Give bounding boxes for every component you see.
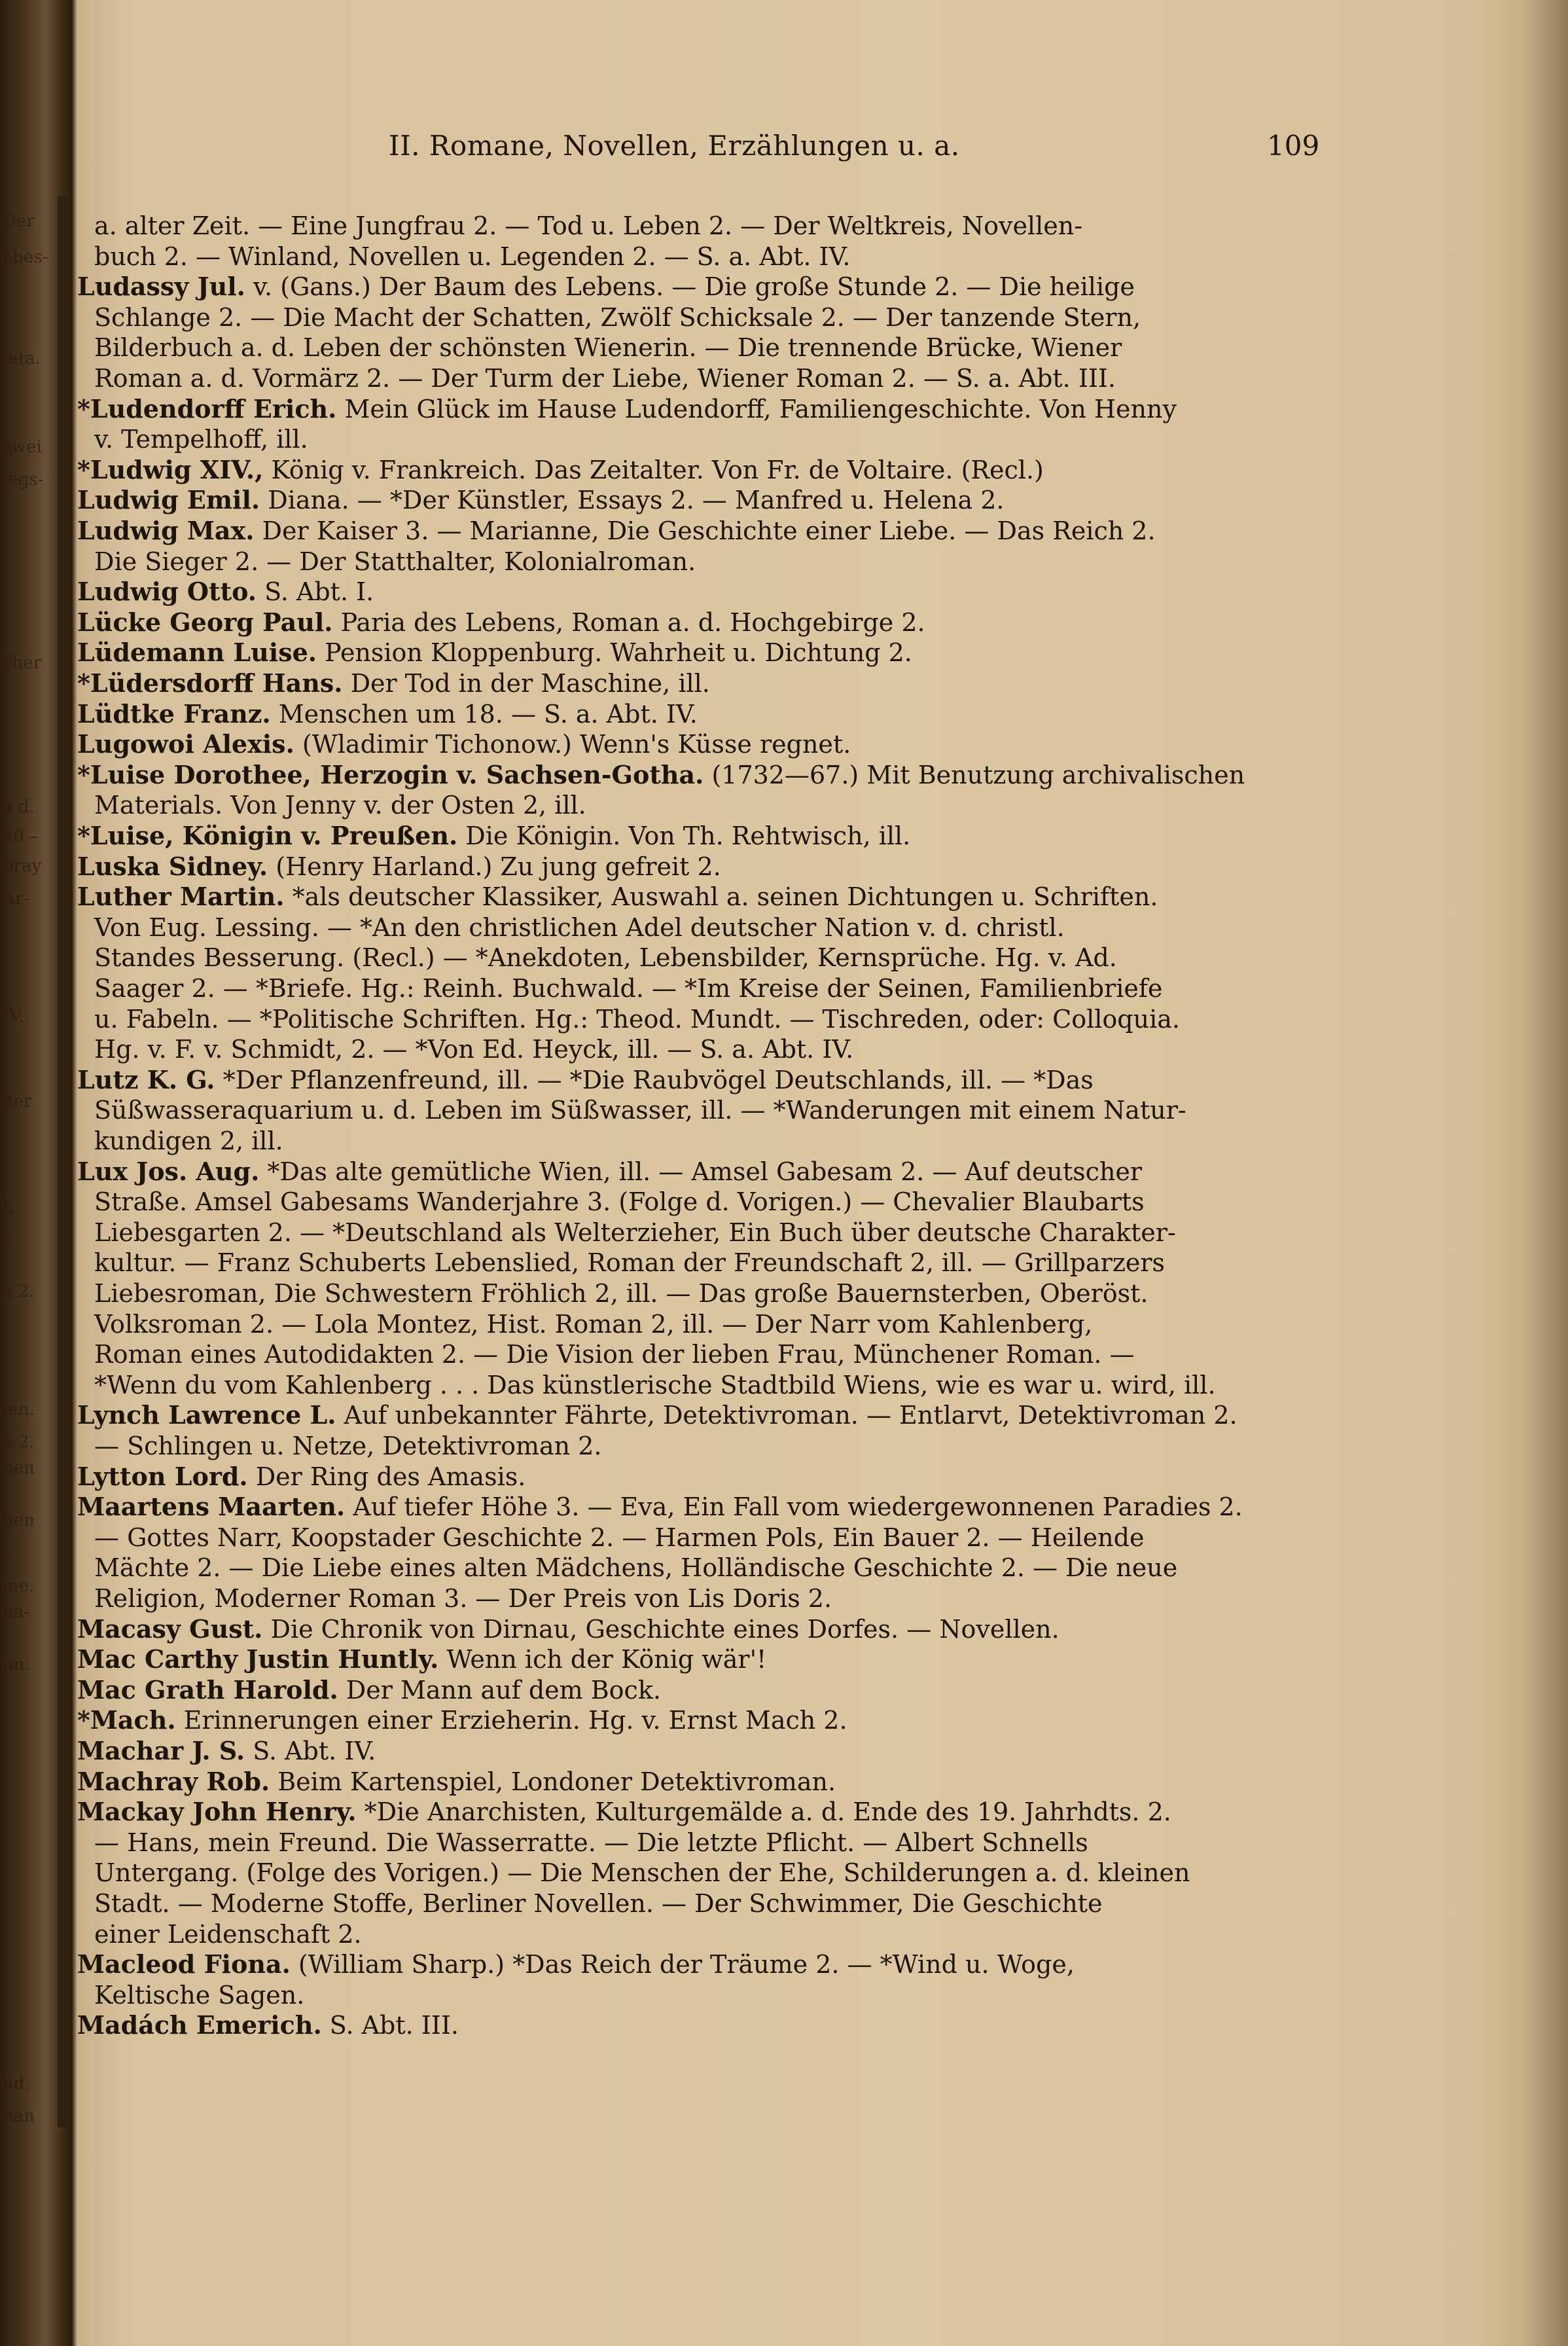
entry-line-author [77, 1462, 526, 1492]
entry-text: Mächte 2. — Die Liebe eines alten Mädchens, Holländische Geschichte 2. — Die neue [94, 1553, 1178, 1582]
entry-line-author [77, 607, 925, 638]
entry-text: Beim Kartenspiel, Londoner Detektivroman. [270, 1767, 836, 1796]
previous-page-fragment: a 2. [3, 1282, 35, 1301]
entry-text: kultur. — Franz Schuberts Lebenslied, Roman der Freundschaft 2, ill. — Grillparzers [94, 1248, 1166, 1277]
entry-text: einer Leidenschaft 2. [94, 1920, 362, 1949]
entry-text: Keltische Sagen. [94, 1981, 305, 2010]
entry-text: — Gottes Narr, Koopstader Geschichte 2. — Harmen Pols, Ein Bauer 2. — Heilende [94, 1523, 1145, 1552]
entry-line-author [77, 2010, 459, 2040]
author-name: Ludwig Max. [77, 516, 255, 545]
entry-text: buch 2. — Winland, Novellen u. Legenden 2. — S. a. Abt. IV. [94, 242, 851, 271]
author-name: Lüdtke Franz. [77, 699, 271, 729]
entry-line-continuation [94, 1828, 1088, 1858]
previous-page-fragment: ien. [3, 1399, 35, 1419]
entry-line-continuation [94, 1583, 832, 1614]
author-name: Luther Martin. [77, 882, 285, 911]
entry-text: Religion, Moderner Roman 3. — Der Preis von Lis Doris 2. [94, 1584, 832, 1613]
entry-line-continuation [94, 1248, 1165, 1278]
entry-line-continuation [94, 912, 1065, 943]
entry-line-author [77, 1705, 847, 1735]
previous-page-fragment: – [3, 1229, 11, 1249]
author-name: Machar J. S. [77, 1736, 245, 1765]
running-title: II. Romane, Novellen, Erzählungen u. a. [389, 130, 960, 162]
entry-line-continuation [94, 1004, 1180, 1034]
entry-line-author [77, 577, 374, 607]
entry-line-continuation [94, 211, 1082, 241]
entry-line-continuation [94, 424, 308, 454]
author-name: Ludassy Jul. [77, 272, 245, 301]
entry-text: Die Sieger 2. — Der Statthalter, Kolonialroman. [94, 547, 696, 576]
previous-page-fragment: pray [3, 856, 42, 876]
entry-line-continuation [94, 1095, 1186, 1125]
author-name: Lytton Lord. [77, 1462, 248, 1491]
entry-line-author [77, 272, 1135, 302]
entry-text: *Der Pflanzenfreund, ill. — *Die Raubvögel Deutschlands, ill. — *Das [215, 1066, 1094, 1094]
entry-text: S. Abt. I. [256, 577, 374, 606]
entry-line-author [77, 1157, 1142, 1187]
previous-page-fragment: cher [3, 653, 42, 673]
previous-page-fragment: – [3, 1543, 11, 1563]
author-name: Lynch Lawrence L. [77, 1400, 336, 1430]
entry-text: Auf tiefer Höhe 3. — Eva, Ein Fall vom wiedergewonnenen Paradies 2. [345, 1492, 1243, 1521]
entry-text: Saager 2. — *Briefe. Hg.: Reinh. Buchwald. — *Im Kreise der Seinen, Familienbriefe [94, 974, 1163, 1003]
entry-text: v. (Gans.) Der Baum des Lebens. — Die große Stunde 2. — Die heilige [245, 272, 1135, 301]
entry-text: Hg. v. F. v. Schmidt, 2. — *Von Ed. Heyck, ill. — S. a. Abt. IV. [94, 1035, 854, 1064]
entry-text: Mein Glück im Hause Ludendorff, Familiengeschichte. Von Henny [336, 395, 1177, 424]
author-name: Ludwig Otto. [77, 577, 257, 606]
previous-page-fragment: na- [3, 1602, 30, 1622]
previous-page-fragment: nd. [3, 2074, 30, 2093]
book-binding-gutter [58, 196, 67, 2127]
entry-line-author [77, 1400, 1238, 1430]
entry-line-continuation [94, 1126, 283, 1156]
entry-line-author [77, 1949, 1075, 1979]
entry-line-continuation [94, 1309, 1092, 1339]
entry-text: Von Eug. Lessing. — *An den christlichen Adel deutscher Nation v. d. christl. [94, 913, 1065, 942]
entry-text: v. Tempelhoff, ill. [94, 425, 308, 454]
previous-page-fragment: hen [3, 1511, 35, 1530]
previous-page-fragment: a 2. [3, 1432, 35, 1452]
entry-line-continuation [94, 547, 696, 577]
entry-text: Roman a. d. Vormärz 2. — Der Turm der Liebe, Wiener Roman 2. — S. a. Abt. III. [94, 364, 1116, 393]
entry-line-continuation [94, 1278, 1149, 1308]
entry-line-author [77, 699, 698, 729]
entry-text: (Henry Harland.) Zu jung gefreit 2. [268, 852, 721, 881]
entry-text: Süßwasseraquarium u. d. Leben im Süßwasser, ill. — *Wanderungen mit einem Natur- [94, 1096, 1186, 1125]
author-name: Lutz K. G. [77, 1065, 215, 1094]
previous-page-fragment: ieta. [3, 349, 41, 369]
entry-line-continuation [94, 1431, 602, 1461]
previous-page-fragment: Der [3, 211, 35, 231]
entry-line-author [77, 1065, 1094, 1095]
entry-line-continuation [94, 333, 1122, 363]
entry-line-author [77, 394, 1177, 424]
entry-line-author [77, 1675, 661, 1705]
entry-line-author [77, 1767, 836, 1797]
entry-line-continuation [94, 1034, 853, 1064]
entry-line-continuation [94, 1980, 304, 2010]
author-name: Lücke Georg Paul. [77, 607, 333, 637]
entry-text: u. Fabeln. — *Politische Schriften. Hg.: Theod. Mundt. — Tischreden, oder: Colloquia. [94, 1005, 1180, 1034]
previous-page-fragment: nan [3, 2106, 35, 2126]
entry-line-author [77, 455, 1044, 485]
author-name: *Ludendorff Erich. [77, 394, 337, 424]
entry-text: Die Königin. Von Th. Rehtwisch, ill. [457, 821, 911, 850]
entry-line-author [77, 852, 721, 882]
entry-text: (William Sharp.) *Das Reich der Träume 2. — *Wind u. Woge, [290, 1950, 1075, 1979]
author-name: Lux Jos. Aug. [77, 1157, 260, 1186]
entry-line-author [77, 485, 1005, 515]
entry-line-author [77, 1644, 766, 1674]
previous-page-fragment: iegs- [3, 470, 44, 490]
entry-text: Pension Kloppenburg. Wahrheit u. Dichtung 2. [317, 638, 912, 667]
entry-line-author [77, 1614, 1060, 1644]
entry-line-continuation [94, 1919, 362, 1949]
previous-page-fragment: Ar- [3, 889, 29, 909]
entry-text: — Schlingen u. Netze, Detektivroman 2. [94, 1432, 602, 1460]
entry-line-continuation [94, 1858, 1190, 1888]
entry-line-author [77, 1492, 1243, 1522]
entry-text: Diana. — *Der Künstler, Essays 2. — Manfred u. Helena 2. [260, 486, 1005, 514]
entry-line-author [77, 638, 912, 668]
entry-text: König v. Frankreich. Das Zeitalter. Von Fr. de Voltaire. (Recl.) [263, 456, 1044, 484]
author-name: Ludwig Emil. [77, 485, 260, 514]
entry-line-continuation [94, 363, 1116, 393]
previous-page-fragment: 40 – [3, 827, 39, 846]
entry-line-author [77, 516, 1156, 546]
entry-text: *Wenn du vom Kahlenberg . . . Das künstlerische Stadtbild Wiens, wie es war u. wird, ill. [94, 1371, 1216, 1399]
entry-text: Der Mann auf dem Bock. [338, 1676, 661, 1705]
entry-line-continuation [94, 943, 1117, 973]
entry-line-continuation [94, 1523, 1144, 1553]
author-name: *Ludwig XIV., [77, 455, 264, 484]
entry-text: Wenn ich der König wär'! [438, 1645, 767, 1674]
author-name: Lüdemann Luise. [77, 638, 317, 667]
entry-text: a. alter Zeit. — Eine Jungfrau 2. — Tod u. Leben 2. — Der Weltkreis, Novellen- [94, 211, 1083, 240]
entry-text: kundigen 2, ill. [94, 1127, 283, 1155]
bibliography-entries [77, 0, 1517, 2346]
entry-text: S. Abt. III. [321, 2011, 459, 2040]
entry-line-author [77, 668, 710, 698]
entry-line-author [77, 1797, 1171, 1827]
page-number: 109 [1267, 130, 1320, 162]
entry-text: Liebesgarten 2. — *Deutschland als Welterzieher, Ein Buch über deutsche Charakter- [94, 1218, 1176, 1247]
entry-text: *Das alte gemütliche Wien, ill. — Amsel Gabesam 2. — Auf deutscher [259, 1157, 1143, 1186]
entry-text: Paria des Lebens, Roman a. d. Hochgebirge 2. [332, 608, 925, 637]
entry-text: Menschen um 18. — S. a. Abt. IV. [270, 700, 698, 729]
entry-line-continuation [94, 302, 1141, 333]
entry-text: *als deutscher Klassiker, Auswahl a. seinen Dichtungen u. Schriften. [284, 882, 1158, 911]
previous-page-fragment: ben [3, 1458, 35, 1478]
author-name: Machray Rob. [77, 1767, 270, 1796]
previous-page-fragment: a d. [3, 797, 35, 817]
author-name: Mac Carthy Justin Huntly. [77, 1644, 439, 1674]
entry-text: Volksroman 2. — Lola Montez, Hist. Roman 2, ill. — Der Narr vom Kahlenberg, [94, 1310, 1093, 1339]
entry-line-author [77, 1736, 376, 1766]
author-name: Macleod Fiona. [77, 1949, 291, 1979]
entry-text: Untergang. (Folge des Vorigen.) — Die Menschen der Ehe, Schilderungen a. d. kleinen [94, 1858, 1190, 1887]
entry-line-author [77, 821, 910, 851]
author-name: *Mach. [77, 1705, 176, 1735]
previous-page-fragment: nn. [3, 1655, 30, 1674]
entry-line-continuation [94, 1187, 1145, 1217]
entry-text: Erinnerungen einer Erzieherin. Hg. v. Ernst Mach 2. [175, 1706, 847, 1735]
entry-text: Straße. Amsel Gabesams Wanderjahre 3. (Folge d. Vorigen.) — Chevalier Blaubarts [94, 1187, 1145, 1216]
entry-line-continuation [94, 1888, 1102, 1919]
author-name: Madách Emerich. [77, 2010, 322, 2040]
previous-page-fragment: l. [3, 1197, 14, 1216]
entry-text: Auf unbekannter Fährte, Detektivroman. — Entlarvt, Detektivroman 2. [336, 1401, 1238, 1430]
entry-line-author [77, 882, 1158, 912]
entry-line-author [77, 760, 1245, 790]
entry-text: Materials. Von Jenny v. der Osten 2, ill. [94, 791, 586, 820]
author-name: Macasy Gust. [77, 1614, 263, 1644]
author-name: *Luise, Königin v. Preußen. [77, 821, 458, 850]
entry-text: — Hans, mein Freund. Die Wasserratte. — Die letzte Pflicht. — Albert Schnells [94, 1828, 1088, 1857]
entry-text: Stadt. — Moderne Stoffe, Berliner Novellen. — Der Schwimmer, Die Geschichte [94, 1889, 1103, 1918]
entry-line-author [77, 729, 851, 759]
previous-page-fragment: ebes- [3, 247, 48, 267]
entry-text: Der Ring des Amasis. [247, 1462, 526, 1491]
previous-page-fragment: me. [3, 1576, 35, 1596]
book-page [77, 0, 1517, 2346]
author-name: Maartens Maarten. [77, 1492, 346, 1521]
author-name: *Luise Dorothee, Herzogin v. Sachsen-Gotha. [77, 760, 704, 789]
previous-page-fragment: IV. [3, 1007, 24, 1026]
entry-line-continuation [94, 242, 850, 272]
entry-text: (1732—67.) Mit Benutzung archivalischen [704, 761, 1245, 789]
entry-line-continuation [94, 1339, 1135, 1369]
entry-text: Die Chronik von Dirnau, Geschichte eines Dorfes. — Novellen. [262, 1615, 1060, 1644]
previous-page-edge [0, 177, 59, 2126]
author-name: *Lüdersdorff Hans. [77, 668, 343, 698]
entry-text: *Die Anarchisten, Kulturgemälde a. d. Ende des 19. Jahrhdts. 2. [356, 1797, 1171, 1826]
entry-text: Der Tod in der Maschine, ill. [342, 669, 710, 698]
entry-line-continuation [94, 1370, 1216, 1400]
author-name: Mackay John Henry. [77, 1797, 357, 1826]
author-name: Lugowoi Alexis. [77, 729, 294, 759]
author-name: Mac Grath Harold. [77, 1675, 338, 1705]
author-name: Luska Sidney. [77, 852, 268, 881]
entry-text: Liebesroman, Die Schwestern Fröhlich 2, ill. — Das große Bauernsterben, Oberöst. [94, 1279, 1149, 1308]
entry-line-continuation [94, 790, 586, 820]
entry-text: Bilderbuch a. d. Leben der schönsten Wienerin. — Die trennende Brücke, Wiener [94, 333, 1122, 362]
previous-page-fragment: der [3, 1092, 32, 1111]
previous-page-fragment: zwei [3, 437, 42, 457]
entry-text: S. Abt. IV. [245, 1737, 376, 1765]
entry-text: Schlange 2. — Die Macht der Schatten, Zwölf Schicksale 2. — Der tanzende Stern, [94, 303, 1141, 332]
entry-line-continuation [94, 1553, 1177, 1583]
entry-text: Roman eines Autodidakten 2. — Die Vision der lieben Frau, Münchener Roman. — [94, 1340, 1135, 1369]
entry-text: Standes Besserung. (Recl.) — *Anekdoten, Lebensbilder, Kernsprüche. Hg. v. Ad. [94, 943, 1117, 972]
entry-line-continuation [94, 973, 1162, 1003]
entry-text: (Wladimir Tichonow.) Wenn's Küsse regnet. [294, 730, 851, 759]
entry-text: Der Kaiser 3. — Marianne, Die Geschichte einer Liebe. — Das Reich 2. [254, 516, 1156, 545]
entry-line-continuation [94, 1218, 1176, 1248]
